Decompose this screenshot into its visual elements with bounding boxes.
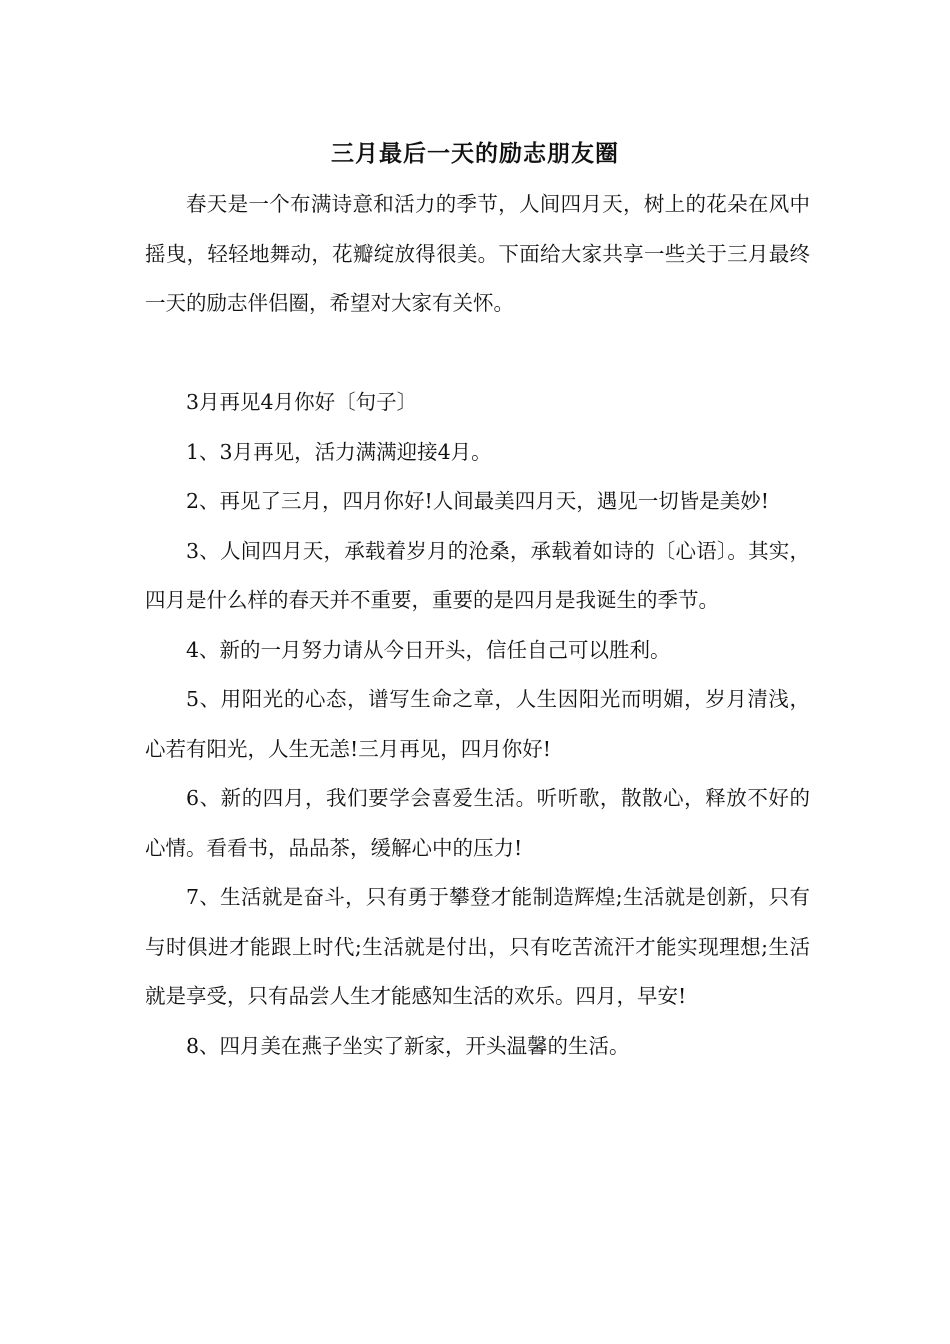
document-title: 三月最后一天的励志朋友圈 bbox=[331, 140, 619, 167]
list-item-2: 2、再见了三月，四月你好!人间最美四月天，遇见一切皆是美妙! bbox=[186, 489, 770, 513]
blank-line bbox=[145, 329, 810, 379]
list-item-4: 4、新的一月努力请从今日开头，信任自己可以胜利。 bbox=[186, 637, 671, 662]
list-item-7: 7、生活就是奋斗，只有勇于攀登才能制造辉煌;生活就是创新，只有与时俱进才能跟上时代;生活就是付出，只有吃苦流汗才能实现理想;生活就是享受，只有品尝人生才能感知生活的欢乐。四月，早安! bbox=[145, 885, 810, 1008]
intro-paragraph: 春天是一个布满诗意和活力的季节，人间四月天，树上的花朵在风中摇曳，轻轻地舞动，花瓣绽放得很美。下面给大家共享一些关于三月最终一天的励志伴侣圈，希望对大家有关怀。 bbox=[145, 192, 810, 315]
list-item-3: 3、人间四月天，承载着岁月的沧桑，承载着如诗的〔心语〕。其实，四月是什么样的春天并不重要，重要的是四月是我诞生的季节。 bbox=[145, 538, 810, 612]
document-body bbox=[145, 180, 810, 1071]
list-item-8: 8、四月美在燕子坐实了新家，开头温馨的生活。 bbox=[186, 1033, 630, 1058]
list-item-6: 6、新的四月，我们要学会喜爱生活。听听歌，散散心，释放不好的心情。看看书，品品茶，缓解心中的压力! bbox=[145, 786, 810, 860]
list-item-1: 1、3月再见，活力满满迎接4月。 bbox=[186, 439, 492, 464]
section-heading: 3月再见4月你好〔句子〕 bbox=[186, 390, 418, 414]
list-item-5: 5、用阳光的心态，谱写生命之章，人生因阳光而明媚，岁月清浅，心若有阳光，人生无恙!三月再见，四月你好! bbox=[145, 687, 810, 761]
